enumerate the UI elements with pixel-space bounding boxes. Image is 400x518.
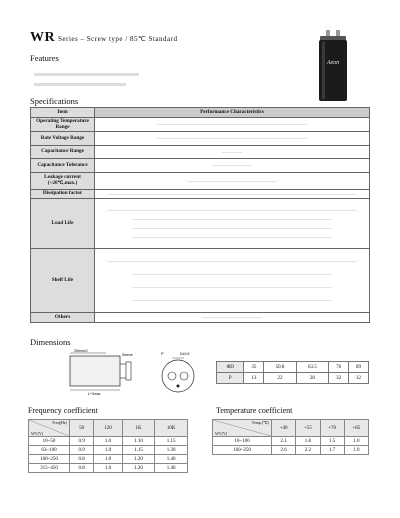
- dimension-table: [216, 361, 369, 384]
- temp-cell: 1.8: [296, 437, 320, 446]
- freq-corner: [29, 420, 70, 437]
- side-bottom-label: L+3max: [88, 392, 101, 396]
- dim-cell: 63.5: [296, 362, 328, 373]
- temp-cell: 1.5: [320, 437, 344, 446]
- specifications-heading: Specifications: [30, 96, 79, 106]
- end-p-label: P: [161, 351, 164, 356]
- freq-cell: 1.40: [155, 455, 188, 464]
- row-label: Capacitance Tolerance: [31, 159, 95, 173]
- freq-cell: 1.15: [122, 446, 155, 455]
- freq-cell: 1.20: [122, 455, 155, 464]
- side-right-label: Sleeve: [122, 353, 133, 357]
- freq-wv: 10~50: [29, 437, 70, 446]
- temperature-heading: Temperature coefficient: [216, 406, 293, 415]
- freq-wv: 63~100: [29, 446, 70, 455]
- temp-cell: 2.1: [272, 437, 296, 446]
- freq-col-header: 120: [94, 420, 122, 437]
- row-label: Dissipation factor: [31, 190, 95, 199]
- temp-wv: 160~250: [213, 446, 272, 455]
- table-row: [29, 464, 188, 473]
- page-title: [30, 30, 177, 46]
- series-name: WR: [30, 30, 56, 45]
- temp-corner-top: Temp.(℃): [251, 420, 269, 425]
- freq-col-header: 10K: [155, 420, 188, 437]
- row-label: Load Life: [31, 199, 95, 249]
- dim-cell: 50.8: [264, 362, 296, 373]
- freq-cell: 1.0: [94, 464, 122, 473]
- capacitor-image: [318, 30, 348, 101]
- freq-cell: 0.9: [70, 446, 94, 455]
- dim-cell: 32: [349, 373, 369, 384]
- freq-cell: 1.0: [94, 446, 122, 455]
- freq-cell: 1.10: [122, 437, 155, 446]
- row-label: Others: [31, 313, 95, 323]
- freq-col-header: 50: [70, 420, 94, 437]
- temp-corner-bottom: WV(V): [215, 431, 228, 436]
- feature-line: [34, 73, 139, 76]
- freq-col-header: 1K: [122, 420, 155, 437]
- brand-logo: Aeon: [326, 60, 340, 66]
- freq-cell: 1.0: [94, 455, 122, 464]
- temp-cell: 1.0: [344, 446, 368, 455]
- col-item: Item: [31, 108, 95, 118]
- frequency-heading: Frequency coefficient: [28, 406, 98, 415]
- temp-cell: 2.2: [296, 446, 320, 455]
- end-d-label: D±0.5: [180, 352, 190, 356]
- dim-cell: 22: [264, 373, 296, 384]
- row-label: Operating Temperature Range: [31, 118, 95, 132]
- dim-cell: 89: [349, 362, 369, 373]
- temp-cell: 1.0: [344, 437, 368, 446]
- dim-label-p: P: [217, 373, 244, 384]
- temp-cell: 1.7: [320, 446, 344, 455]
- dimension-side-drawing: [66, 348, 152, 398]
- side-top-label: 25mm±0: [74, 349, 88, 353]
- col-performance: Performance Characteristics: [95, 108, 370, 118]
- series-subtitle: Series – Screw type / 85℃ Standard: [58, 35, 178, 43]
- dimensions-heading: Dimensions: [30, 337, 71, 347]
- freq-cell: 0.8: [70, 455, 94, 464]
- temp-col-header: +85: [344, 420, 368, 437]
- row-label: Leakage current (+20℃,max.): [31, 173, 95, 190]
- table-row: [29, 455, 188, 464]
- freq-cell: 1.0: [94, 437, 122, 446]
- freq-cell: 1.20: [122, 464, 155, 473]
- temperature-table: [212, 419, 369, 455]
- table-row: [29, 437, 188, 446]
- freq-cell: 1.40: [155, 464, 188, 473]
- temp-wv: 10~100: [213, 437, 272, 446]
- freq-wv: 315~450: [29, 464, 70, 473]
- temp-col-header: +40: [272, 420, 296, 437]
- temp-col-header: +70: [320, 420, 344, 437]
- temp-col-header: +55: [296, 420, 320, 437]
- dim-cell: 35: [244, 362, 264, 373]
- table-row: [213, 446, 369, 455]
- row-label: Capacitance Range: [31, 146, 95, 159]
- dim-cell: 28: [296, 373, 328, 384]
- table-row: [213, 437, 369, 446]
- freq-corner-bottom: WV(V): [31, 431, 44, 436]
- dim-cell: 32: [329, 373, 349, 384]
- dim-cell: 13: [244, 373, 264, 384]
- freq-cell: 1.15: [155, 437, 188, 446]
- freq-corner-top: Freq(Hz): [52, 420, 67, 425]
- temp-cell: 2.6: [272, 446, 296, 455]
- frequency-table: [28, 419, 188, 473]
- freq-cell: 0.9: [70, 437, 94, 446]
- dim-label-d: ΦD: [217, 362, 244, 373]
- dimension-end-drawing: [158, 348, 200, 398]
- row-label: Shelf Life: [31, 249, 95, 313]
- specifications-table: [30, 107, 370, 323]
- freq-cell: 1.30: [155, 446, 188, 455]
- dim-cell: 76: [329, 362, 349, 373]
- feature-line: [34, 83, 126, 86]
- table-row: [29, 446, 188, 455]
- row-label: Rate Voltage Range: [31, 132, 95, 146]
- features-heading: Features: [30, 53, 59, 63]
- temp-corner: [213, 420, 272, 437]
- freq-wv: 160~250: [29, 455, 70, 464]
- freq-cell: 0.8: [70, 464, 94, 473]
